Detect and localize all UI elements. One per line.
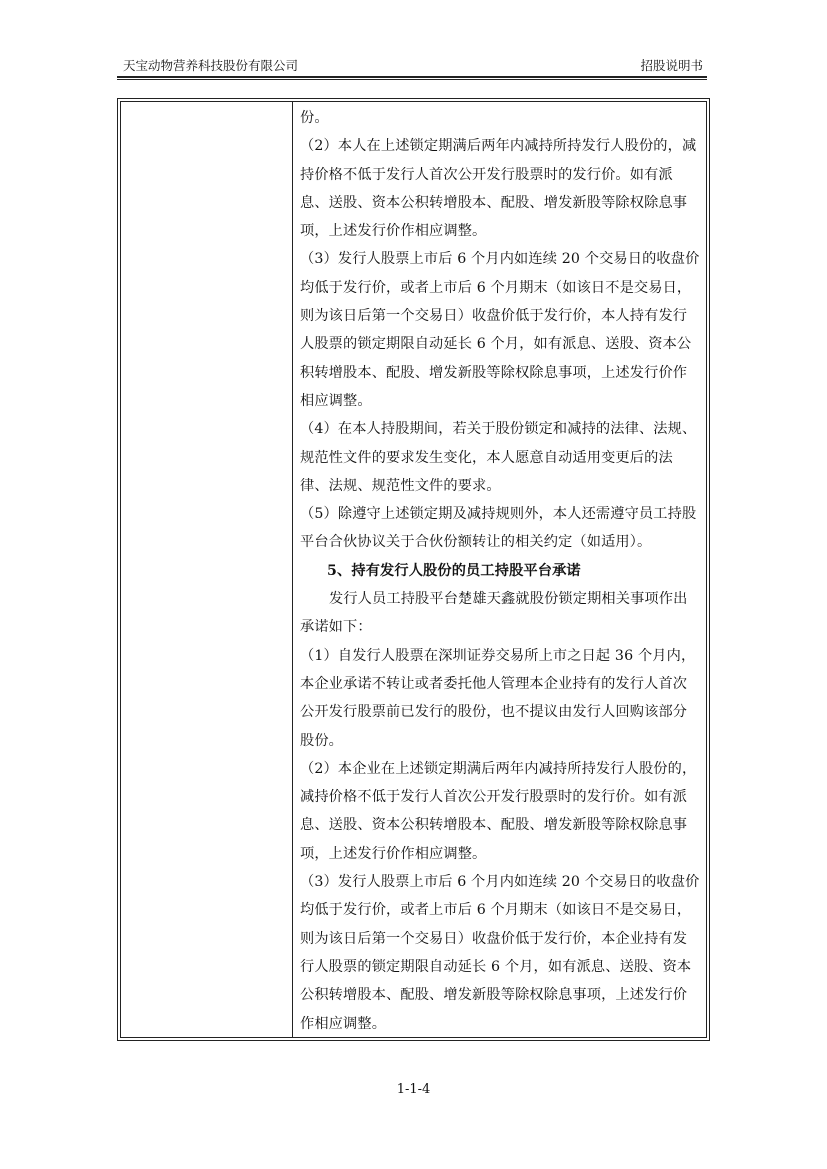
text-line: 发行人员工持股平台楚雄天鑫就股份锁定期相关事项作出 xyxy=(329,591,688,608)
text-line: 相应调整。 xyxy=(300,392,372,409)
text-line: 息、送股、资本公积转增股本、配股、增发新股等除权除息事 xyxy=(300,194,688,211)
text-line: 均低于发行价，或者上市后 6 个月期末（如该日不是交易日， xyxy=(300,902,692,919)
text-line: 减持价格不低于发行人首次公开发行股票时的发行价。如有派 xyxy=(300,789,688,806)
text-line: 均低于发行价，或者上市后 6 个月期末（如该日不是交易日， xyxy=(300,279,692,296)
text-line: 积转增股本、配股、增发新股等除权除息事项，上述发行价作 xyxy=(300,364,688,381)
text-line: 则为该日后第一个交易日）收盘价低于发行价，本人持有发行 xyxy=(300,308,688,325)
text-line: （1）自发行人股票在深圳证券交易所上市之日起 36 个月内， xyxy=(300,647,696,664)
text-line: 平台合伙协议关于合伙份额转让的相关约定（如适用）。 xyxy=(300,534,652,551)
table-inner-border xyxy=(120,101,707,1038)
text-line: 本企业承诺不转让或者委托他人管理本企业持有的发行人首次 xyxy=(300,675,688,692)
text-line: 项，上述发行价作相应调整。 xyxy=(300,223,487,240)
text-line: 公积转增股本、配股、增发新股等除权除息事项，上述发行价 xyxy=(300,987,688,1004)
text-line: 规范性文件的要求发生变化，本人愿意自动适用变更后的法 xyxy=(300,449,673,466)
text-line: 人股票的锁定期限自动延长 6 个月，如有派息、送股、资本公 xyxy=(300,336,692,353)
page-header xyxy=(117,57,707,75)
text-line: 作相应调整。 xyxy=(300,1015,387,1032)
column-divider xyxy=(292,102,293,1037)
header-rule xyxy=(117,76,707,78)
text-line: 律、法规、规范性文件的要求。 xyxy=(300,477,501,494)
text-line: 则为该日后第一个交易日）收盘价低于发行价，本企业持有发 xyxy=(300,930,688,947)
text-line: 项，上述发行价作相应调整。 xyxy=(300,845,487,862)
page-number: 1-1-4 xyxy=(396,1082,431,1097)
header-rule-thin xyxy=(117,79,707,80)
text-line: （5）除遵守上述锁定期及减持规则外，本人还需遵守员工持股 xyxy=(300,506,697,523)
text-line: 承诺如下： xyxy=(300,619,372,636)
text-line: 行人股票的锁定期限自动延长 6 个月，如有派息、送股、资本 xyxy=(300,958,692,975)
section-heading: 5、持有发行人股份的员工持股平台承诺 xyxy=(327,562,581,579)
text-line: （2）本企业在上述锁定期满后两年内减持所持发行人股份的， xyxy=(300,760,697,777)
text-line: 份。 xyxy=(300,110,329,126)
company-name: 天宝动物营养科技股份有限公司 xyxy=(123,58,299,73)
text-line: 公开发行股票前已发行的股份，也不提议由发行人回购该部分 xyxy=(300,704,688,721)
text-line: （3）发行人股票上市后 6 个月内如连续 20 个交易日的收盘价 xyxy=(300,251,700,268)
commitment-text xyxy=(300,104,705,1038)
text-line: （2）本人在上述锁定期满后两年内减持所持发行人股份的，减 xyxy=(300,138,697,155)
text-line: 持价格不低于发行人首次公开发行股票时的发行价。如有派 xyxy=(300,166,673,183)
text-line: （4）在本人持股期间，若关于股份锁定和减持的法律、法规、 xyxy=(300,421,697,438)
text-line: 息、送股、资本公积转增股本、配股、增发新股等除权除息事 xyxy=(300,817,688,834)
text-line: （3）发行人股票上市后 6 个月内如连续 20 个交易日的收盘价 xyxy=(300,874,700,891)
commitment-table xyxy=(117,98,710,1041)
text-line: 股份。 xyxy=(300,732,344,749)
document-type: 招股说明书 xyxy=(640,58,703,73)
